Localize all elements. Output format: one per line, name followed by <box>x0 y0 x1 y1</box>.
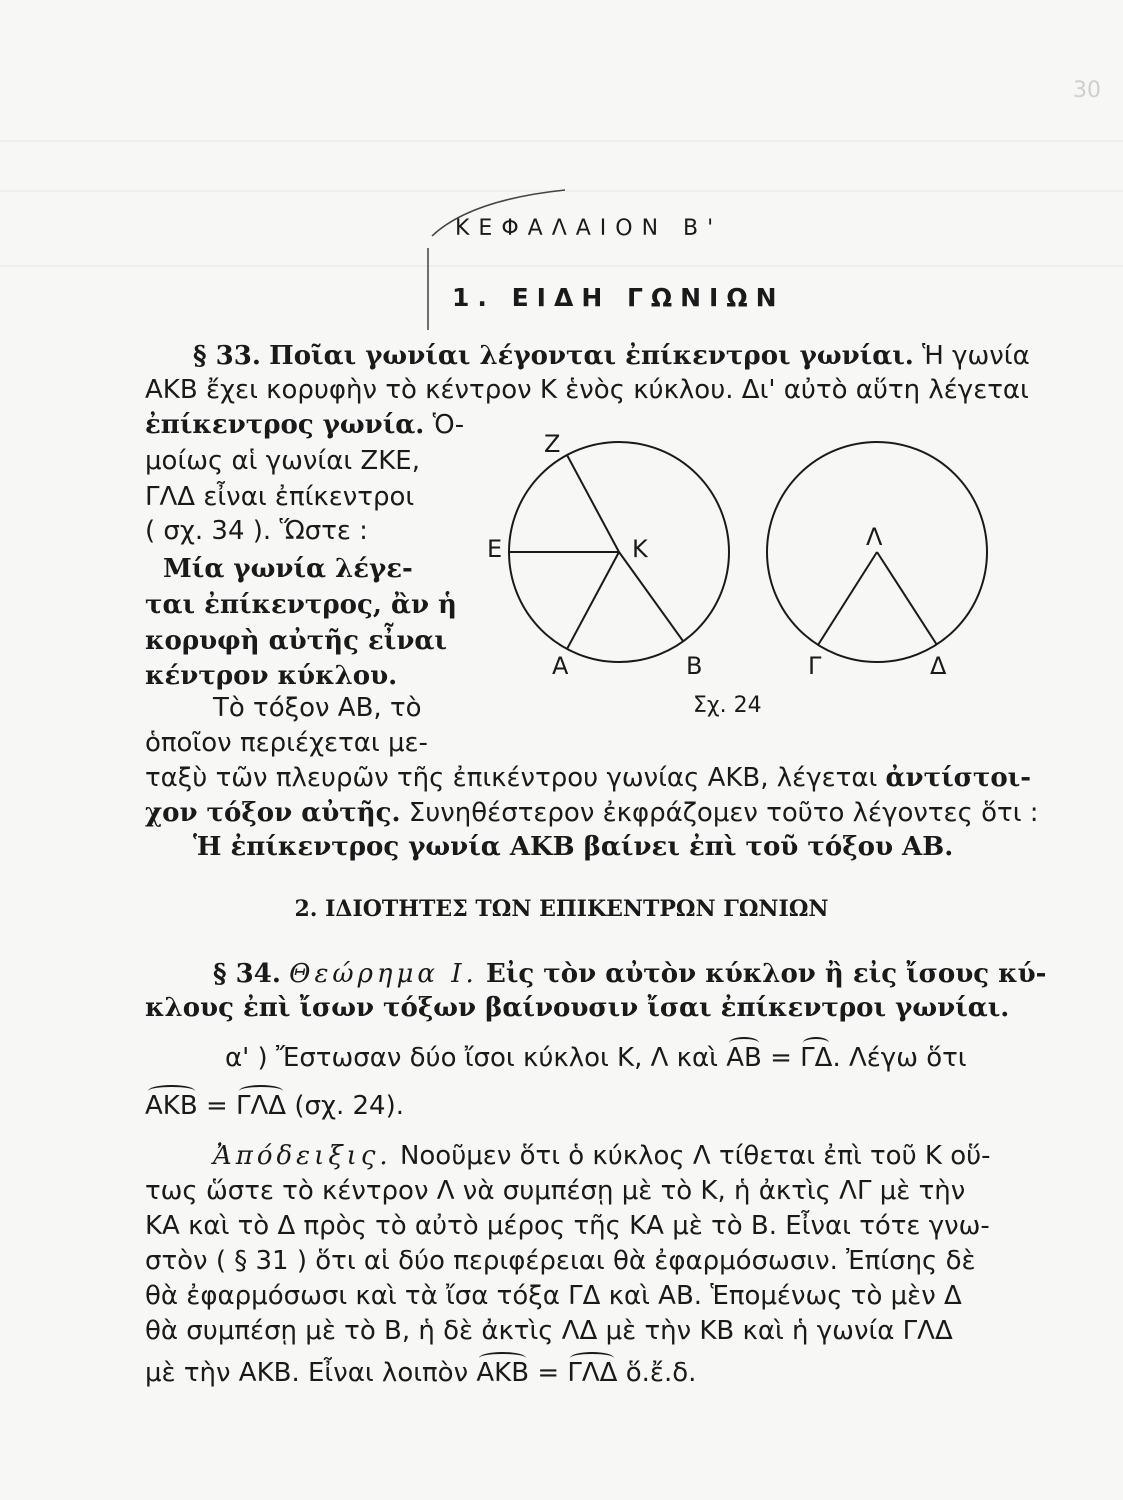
point-label-a: Α <box>552 652 569 680</box>
term-bold: ἐπίκεντρος γωνία. <box>145 410 425 440</box>
theorem-statement: Ἡ ἐπίκεντρος γωνία ΑΚΒ βαίνει ἐπὶ τοῦ τόξου ΑΒ. <box>193 832 954 862</box>
equals-sign: = <box>770 1043 792 1073</box>
arc-ab: ΑΒ <box>726 1043 762 1073</box>
point-label-z: Z <box>544 430 561 458</box>
radius-kb <box>619 552 683 641</box>
proof-line <box>213 1140 991 1172</box>
section-title: 1. ΕΙΔΗ ΓΩΝΙΩΝ <box>452 283 785 312</box>
definition-bold: Μία γωνία λέγε- <box>163 554 413 584</box>
definition-bold: κορυφὴ αὐτῆς εἶναι <box>145 626 447 656</box>
definition-bold: κέντρον κύκλου. <box>145 661 398 691</box>
point-label-d: Δ <box>930 652 947 680</box>
text: Ἡ γωνία <box>922 341 1030 371</box>
text: Νοοῦμεν ὅτι ὁ κύκλος Λ τίθεται ἐπὶ τοῦ Κ οὕ- <box>399 1141 991 1171</box>
proof-line: θὰ ἐφαρμόσωσι καὶ τὰ ἴσα τόξα ΓΔ καὶ ΑΒ. Ἑπομένως τὸ μὲν Δ <box>145 1281 962 1311</box>
radius-ld <box>877 552 937 645</box>
point-label-k: Κ <box>632 535 648 563</box>
section-number: § 33. <box>193 341 261 371</box>
proof-label: Ἀπόδειξις. <box>213 1141 392 1171</box>
point-label-e: Ε <box>487 535 503 563</box>
equals-sign: = <box>537 1358 560 1388</box>
angle-akb: ΑΚΒ <box>476 1358 530 1388</box>
radius-lg <box>818 552 877 645</box>
arc-gd: ΓΔ <box>800 1043 833 1073</box>
qed: ὅ.ἔ.δ. <box>625 1358 697 1388</box>
paragraph-33-line: ( σχ. 34 ). Ὥστε : <box>145 516 368 546</box>
paragraph-34-line <box>213 958 1046 990</box>
paragraph-33-line: Τὸ τόξον ΑΒ, τὸ <box>213 693 422 723</box>
angle-gld: ΓΛΔ <box>567 1358 618 1388</box>
section-number: § 34. <box>213 959 281 989</box>
paragraph-33-line: ὁποῖον περιέχεται με- <box>145 728 428 758</box>
text: Ὁ- <box>432 410 465 440</box>
text: ταξὺ τῶν πλευρῶν τῆς ἐπικέντρου γωνίας ΑΚΒ, λέγεται <box>145 763 878 793</box>
text: . Λέγω ὅτι <box>832 1043 967 1073</box>
term-bold: ἀντίστοι- <box>885 763 1032 793</box>
proof-line: ΚΑ καὶ τὸ Δ πρὸς τὸ αὐτὸ μέρος τῆς ΚΑ μὲ τὸ Β. Εἶναι τότε γνω- <box>145 1211 990 1241</box>
definition-bold: ται ἐπίκεντρος, ἂν ἡ <box>145 590 457 620</box>
term-bold: χον τόξον αὐτῆς. <box>145 798 401 828</box>
text: μὲ τὴν ΑΚΒ. Εἶναι λοιπὸν <box>145 1358 469 1388</box>
page-number: 30 <box>1073 78 1101 103</box>
chapter-title: ΚΕΦΑΛΑΙΟΝ Β' <box>455 216 723 241</box>
point-label-b: Β <box>686 652 703 680</box>
text: (σχ. 24). <box>294 1091 405 1121</box>
paragraph-34-line <box>145 1090 404 1122</box>
question-heading: Ποῖαι γωνίαι λέγονται ἐπίκεντροι γωνίαι. <box>269 341 914 371</box>
radius-kz <box>567 455 619 552</box>
proof-line: θὰ συμπέσῃ μὲ τὸ Β, ἡ δὲ ἀκτὶς ΛΔ μὲ τὴν ΚΒ καὶ ἡ γωνία ΓΛΔ <box>145 1316 953 1346</box>
theorem-label: Θεώρημα Ι. <box>289 959 478 989</box>
theorem-statement: Εἰς τὸν αὐτὸν κύκλον ἢ εἰς ἴσους κύ- <box>486 959 1047 989</box>
paragraph-33-line: ΓΛΔ εἶναι ἐπίκεντροι <box>145 482 415 512</box>
theorem-statement: κλους ἐπὶ ἴσων τόξων βαίνουσιν ἴσαι ἐπίκεντροι γωνίαι. <box>145 993 1010 1023</box>
radius-ka <box>567 552 619 649</box>
paragraph-33-line: ΑΚΒ ἔχει κορυφὴν τὸ κέντρον Κ ἑνὸς κύκλου. Δι' αὐτὸ αὕτη λέγεται <box>145 375 1029 405</box>
angle-gld: ΓΛΔ <box>236 1091 287 1121</box>
proof-line: στὸν ( § 31 ) ὅτι αἱ δύο περιφέρειαι θὰ ἐφαρμόσωσιν. Ἐπίσης δὲ <box>145 1246 976 1276</box>
paragraph-34-line <box>225 1042 967 1074</box>
proof-line <box>145 1357 696 1389</box>
equals-sign: = <box>205 1091 228 1121</box>
proof-line: τως ὥστε τὸ κέντρον Λ νὰ συμπέσῃ μὲ τὸ Κ, ἡ ἀκτὶς ΛΓ μὲ τὴν <box>145 1176 966 1206</box>
point-label-l: Λ <box>866 523 883 551</box>
paragraph-33-line: μοίως αἱ γωνίαι ΖΚΕ, <box>145 446 420 476</box>
point-label-g: Γ <box>808 652 822 680</box>
section-title: 2. ΙΔΙΟΤΗΤΕΣ ΤΩΝ ΕΠΙΚΕΝΤΡΩΝ ΓΩΝΙΩΝ <box>294 896 829 922</box>
angle-akb: ΑΚΒ <box>145 1091 198 1121</box>
text: Συνηθέστερον ἐκφράζομεν τοῦτο λέγοντες ὅτι : <box>408 798 1039 828</box>
figure-caption: Σχ. 24 <box>693 693 762 718</box>
text: α' ) Ἔστωσαν δύο ἴσοι κύκλοι Κ, Λ καὶ <box>225 1043 718 1073</box>
